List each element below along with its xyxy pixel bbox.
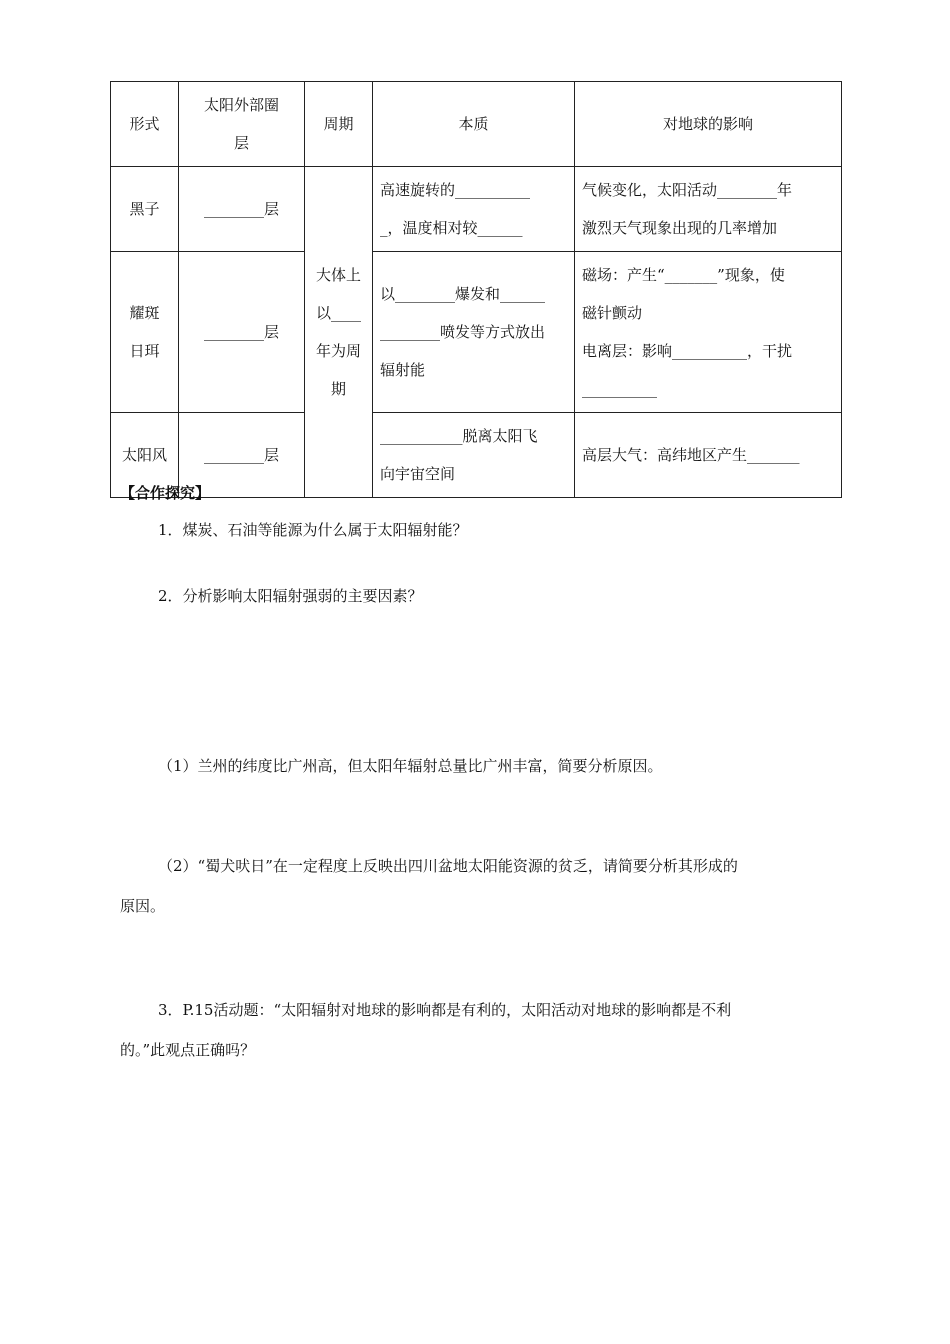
header-layer-line1: 太阳外部圈 (203, 96, 279, 114)
essence-flare (373, 252, 575, 413)
impact-sunspot (575, 167, 842, 252)
question-3-line1: 3．P.15活动题：“太阳辐射对地球的影响都是有利的，太阳活动对地球的影响都是不利 (158, 1001, 732, 1019)
question-2-2-line2: 原因。 (120, 897, 166, 915)
question-1: 1．煤炭、石油等能源为什么属于太阳辐射能？ (158, 521, 468, 539)
essence-solar-wind (373, 413, 575, 498)
header-layer-line2: 层 (233, 134, 249, 152)
question-2-2-line1: （2）“蜀犬吠日”在一定程度上反映出四川盆地太阳能资源的贫乏，请简要分析其形成的 (158, 857, 738, 875)
essence-solar-wind-line1: ___________脱离太阳飞 (380, 427, 538, 445)
form-solar-wind: 太阳风 (111, 413, 179, 498)
layer-flare: ________层 (179, 252, 305, 413)
essence-sunspot (373, 167, 575, 252)
form-flare-line2: 日珥 (129, 342, 160, 360)
header-layer (179, 82, 305, 167)
impact-sunspot-line1: 气候变化，太阳活动________年 (582, 181, 793, 199)
header-period: 周期 (305, 82, 373, 167)
impact-flare-line4: __________ (582, 380, 657, 398)
question-3-line2: 的。”此观点正确吗？ (120, 1041, 256, 1059)
layer-sunspot: ________层 (179, 167, 305, 252)
form-flare-line1: 耀斑 (129, 304, 160, 322)
table-header-row (111, 82, 842, 167)
impact-solar-wind: 高层大气：高纬地区产生_______ (575, 413, 842, 498)
period-line3: 年为周 (315, 342, 361, 360)
period-line1: 大体上 (315, 266, 361, 284)
form-flare (111, 252, 179, 413)
impact-flare-line2: 磁针颤动 (582, 304, 643, 322)
form-sunspot: 黑子 (111, 167, 179, 252)
essence-flare-line1: 以________爆发和______ (380, 285, 546, 303)
impact-flare-line1: 磁场：产生“_______”现象，使 (582, 266, 785, 284)
impact-flare-line3: 电离层：影响__________，干扰 (582, 342, 793, 360)
impact-sunspot-line2: 激烈天气现象出现的几率增加 (582, 219, 778, 237)
layer-solar-wind: ________层 (179, 413, 305, 498)
table-row-sunspot (111, 167, 842, 252)
header-impact: 对地球的影响 (575, 82, 842, 167)
table-row-flare (111, 252, 842, 413)
period-cell (305, 167, 373, 498)
essence-solar-wind-line2: 向宇宙空间 (380, 465, 456, 483)
header-form: 形式 (111, 82, 179, 167)
question-2-1: （1）兰州的纬度比广州高，但太阳年辐射总量比广州丰富，简要分析原因。 (158, 757, 663, 775)
essence-sunspot-line1: 高速旋转的__________ (380, 181, 531, 199)
essence-sunspot-line2: _，温度相对较______ (380, 219, 523, 237)
period-line2: 以____ (315, 304, 361, 322)
solar-activity-table (110, 81, 842, 498)
impact-flare (575, 252, 842, 413)
period-line4: 期 (330, 380, 346, 398)
essence-flare-line2: ________喷发等方式放出 (380, 323, 546, 341)
header-essence: 本质 (373, 82, 575, 167)
essence-flare-line3: 辐射能 (380, 361, 426, 379)
table-row-solar-wind (111, 413, 842, 498)
section-title: 【合作探究】 (120, 484, 211, 502)
question-2: 2．分析影响太阳辐射强弱的主要因素？ (158, 587, 423, 605)
